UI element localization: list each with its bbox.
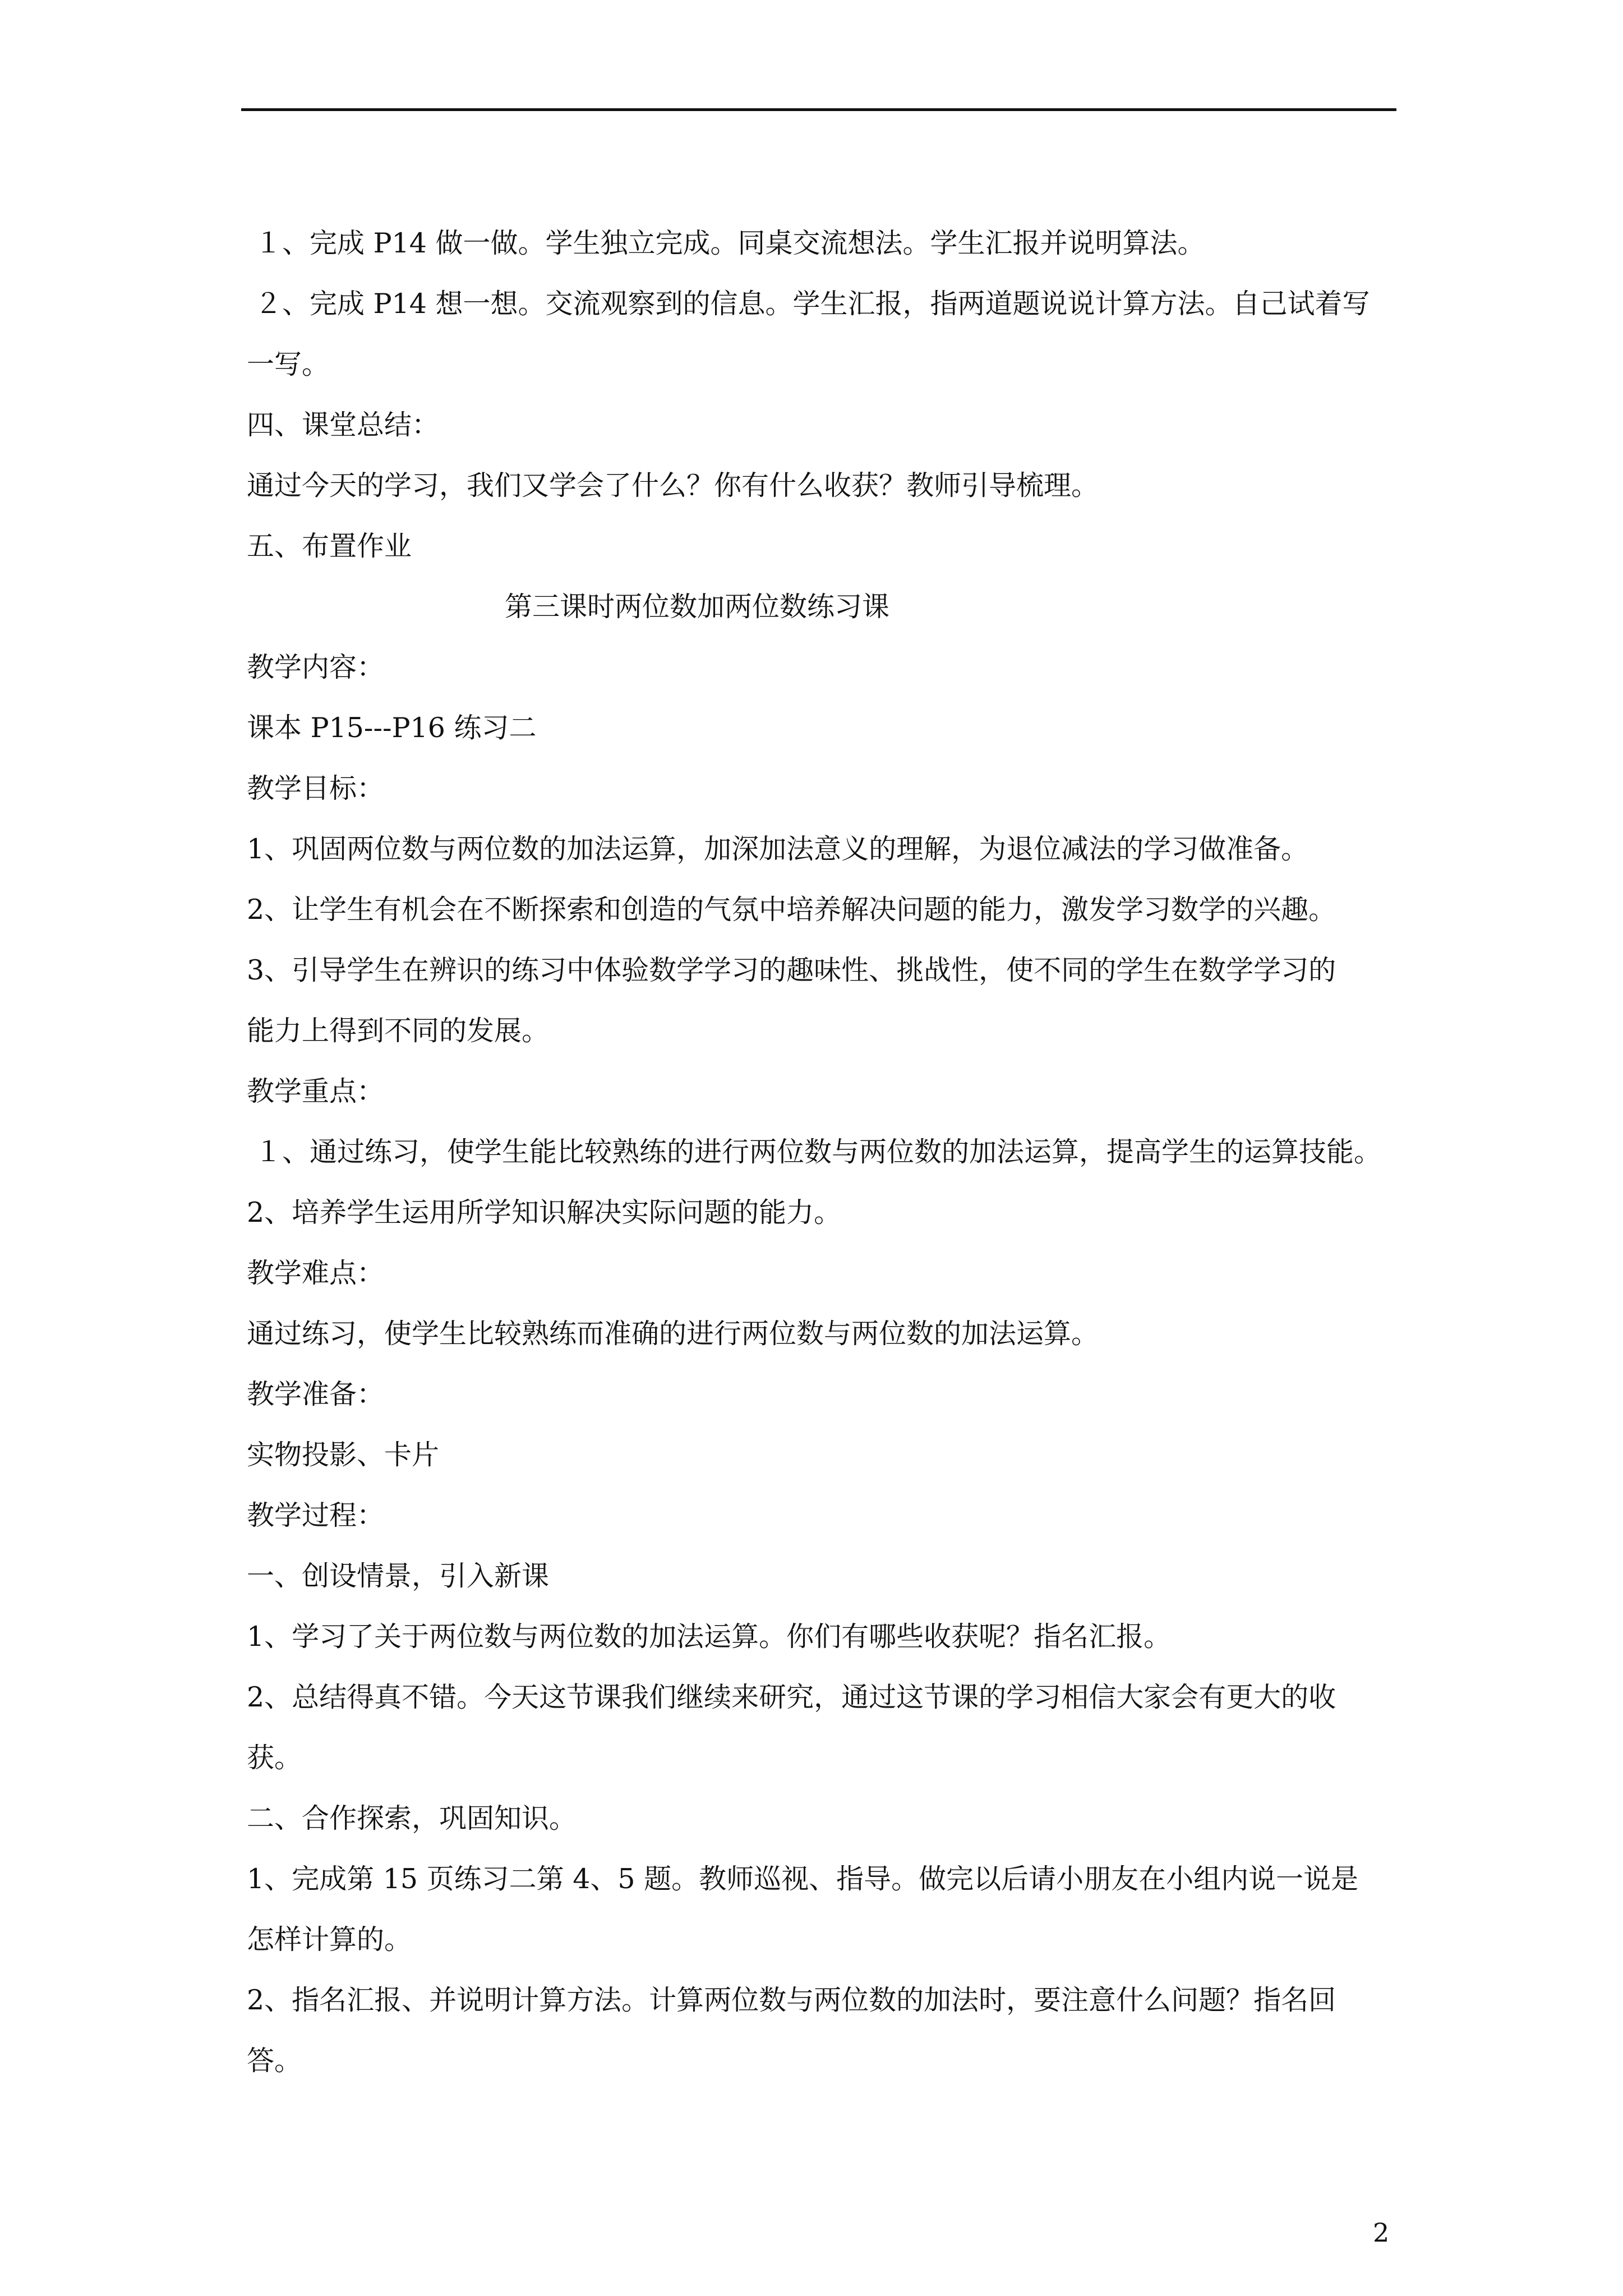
text-line: 实物投影、卡片 [247,1439,440,1471]
section-heading: 教学内容： [247,651,385,683]
text-line: 通过今天的学习，我们又学会了什么？你有什么收获？教师引导梳理。 [247,470,1099,501]
text-line: 通过练习，使学生比较熟练而准确的进行两位数与两位数的加法运算。 [247,1318,1099,1350]
text-line: 2、培养学生运用所学知识解决实际问题的能力。 [247,1197,842,1228]
text-line: 2、指名汇报、并说明计算方法。计算两位数与两位数的加法时，要注意什么问题？指名回 [247,1984,1336,2016]
section-heading: 教学过程： [247,1499,385,1531]
text-line: 1、巩固两位数与两位数的加法运算，加深加法意义的理解，为退位减法的学习做准备。 [247,833,1309,865]
section-heading: 教学重点： [247,1075,385,1107]
text-line: １、通过练习，使学生能比较熟练的进行两位数与两位数的加法运算，提高学生的运算技能。 [255,1136,1382,1168]
section-heading: 五、布置作业 [247,530,412,562]
header-rule [241,108,1396,111]
section-heading: 一、创设情景，引入新课 [247,1560,550,1592]
text-line: 1、完成第 15 页练习二第 4、5 题。教师巡视、指导。做完以后请小朋友在小组内说一说是 [247,1863,1359,1895]
text-line: 答。 [247,2045,302,2077]
text-line: 课本 P15---P16 练习二 [247,712,537,744]
text-line: 1、学习了关于两位数与两位数的加法运算。你们有哪些收获呢？指名汇报。 [247,1621,1172,1653]
section-heading: 教学目标： [247,772,385,804]
page-number: 2 [1373,2217,1390,2248]
text-line: １、完成 P14 做一做。学生独立完成。同桌交流想法。学生汇报并说明算法。 [255,227,1205,259]
section-heading: 教学准备： [247,1378,385,1410]
text-line: 一写。 [247,348,330,380]
text-line: ２、完成 P14 想一想。交流观察到的信息。学生汇报，指两道题说说计算方法。自己试着写 [255,288,1370,320]
document-body [247,213,1391,2091]
section-heading: 二、合作探索，巩固知识。 [247,1802,577,1834]
section-heading: 四、课堂总结： [247,409,440,441]
text-line: 获。 [247,1742,302,1774]
text-line: 2、让学生有机会在不断探索和创造的气氛中培养解决问题的能力，激发学习数学的兴趣。 [247,894,1336,926]
section-heading: 教学难点： [247,1257,385,1289]
lesson-title: 第三课时两位数加两位数练习课 [505,591,890,623]
text-line: 怎样计算的。 [247,1924,412,1955]
text-line: 2、总结得真不错。今天这节课我们继续来研究，通过这节课的学习相信大家会有更大的收 [247,1681,1336,1713]
text-line: 3、引导学生在辨识的练习中体验数学学习的趣味性、挑战性，使不同的学生在数学学习的 [247,954,1336,986]
text-line: 能力上得到不同的发展。 [247,1015,550,1047]
